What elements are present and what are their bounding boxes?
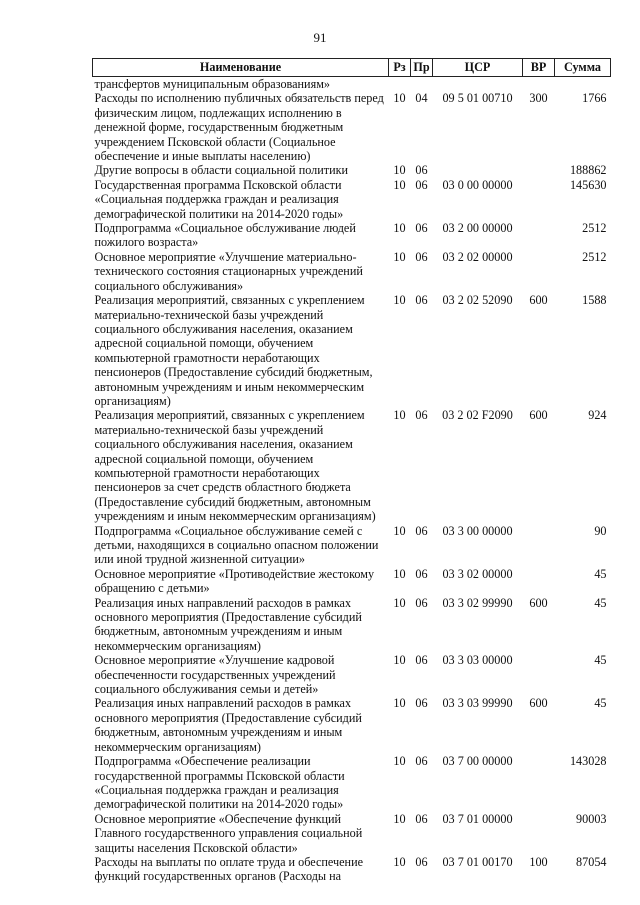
cell-sum: 1766 xyxy=(582,91,607,106)
header-vr: ВР xyxy=(523,59,555,77)
cell-rz: 10 xyxy=(393,854,406,869)
cell-csr: 03 7 01 00170 xyxy=(442,854,513,869)
cell-csr: 03 3 03 00000 xyxy=(442,653,513,668)
cell-rz: 10 xyxy=(393,408,406,423)
cell-rz: 10 xyxy=(393,293,406,308)
cell-sum: 2512 xyxy=(582,249,607,264)
cell-csr xyxy=(433,163,523,177)
cell-pr: 06 xyxy=(415,177,428,192)
cell-csr: 03 2 00 00000 xyxy=(442,221,513,236)
page-number: 91 xyxy=(313,30,327,45)
cell-sum: 2512 xyxy=(582,221,607,236)
cell-name: Реализация иных направлений расходов в рамках основного мероприятия (Предоставление субсидий бюджетным, автономным учреждениям и иным некоммерческим организациям) xyxy=(94,696,362,754)
cell-vr xyxy=(523,754,555,812)
table-row xyxy=(93,178,611,221)
cell-rz: 10 xyxy=(393,177,406,192)
cell-vr xyxy=(523,77,555,92)
cell-rz: 10 xyxy=(393,696,406,711)
cell-rz: 10 xyxy=(393,91,406,106)
cell-pr: 06 xyxy=(415,408,428,423)
table-row xyxy=(93,696,611,754)
cell-sum: 87054 xyxy=(576,854,607,869)
cell-vr: 600 xyxy=(529,595,548,610)
cell-pr: 06 xyxy=(415,811,428,826)
cell-pr: 06 xyxy=(415,249,428,264)
cell-pr xyxy=(411,77,433,92)
cell-rz xyxy=(389,77,411,92)
cell-name: Основное мероприятие «Улучшение кадровой обеспеченности государственных учреждений социального обслуживания семьи и детей» xyxy=(94,653,336,697)
cell-rz: 10 xyxy=(393,566,406,581)
header-name: Наименование xyxy=(93,59,389,77)
cell-pr: 06 xyxy=(415,754,428,769)
cell-csr: 03 2 02 F2090 xyxy=(442,408,513,423)
cell-csr: 09 5 01 00710 xyxy=(442,91,513,106)
cell-rz: 10 xyxy=(393,523,406,538)
table-row xyxy=(93,754,611,812)
cell-rz: 10 xyxy=(393,595,406,610)
cell-csr: 03 3 03 99990 xyxy=(442,696,513,711)
cell-sum: 45 xyxy=(594,653,607,668)
cell-rz: 10 xyxy=(393,249,406,264)
cell-name: Подпрограмма «Социальное обслуживание семей с детьми, находящихся в социально опасном положении или иной трудной жизненной ситуации» xyxy=(94,523,379,567)
cell-sum: 45 xyxy=(594,696,607,711)
table-row xyxy=(93,524,611,567)
cell-vr: 600 xyxy=(529,293,548,308)
cell-name: Реализация иных направлений расходов в рамках основного мероприятия (Предоставление субсидий бюджетным, автономным учреждениям и иным некоммерческим организациям) xyxy=(94,595,362,653)
cell-name: Реализация мероприятий, связанных с укреплением материально-технической базы учреждений социального обслуживания населения, оказанием адресной социальной помощи, обучением компьютерной грамотности неработающих пенсионеров за счет средств областного бюджета (Предоставление субсидий бюджетным, автономным учреждениям и иным некоммерческим организациям) xyxy=(94,408,376,524)
cell-pr: 06 xyxy=(415,854,428,869)
cell-name: Расходы на выплаты по оплате труда и обеспечение функций государственных органов (Расходы на xyxy=(94,854,363,884)
table-row xyxy=(93,408,611,523)
cell-vr xyxy=(523,653,555,696)
cell-csr: 03 2 02 00000 xyxy=(442,249,513,264)
cell-vr xyxy=(523,178,555,221)
cell-csr: 03 3 02 00000 xyxy=(442,566,513,581)
cell-rz: 10 xyxy=(393,653,406,668)
cell-rz: 10 xyxy=(393,221,406,236)
cell-name: Основное мероприятие «Противодействие жестокому обращению с детьми» xyxy=(94,566,375,596)
table-row xyxy=(93,293,611,408)
cell-pr: 06 xyxy=(415,595,428,610)
header-csr: ЦСР xyxy=(433,59,523,77)
cell-sum: 145630 xyxy=(569,177,607,192)
cell-sum: 188862 xyxy=(569,163,607,178)
cell-rz: 10 xyxy=(393,754,406,769)
cell-sum: 143028 xyxy=(569,754,607,769)
cell-name: Подпрограмма «Социальное обслуживание людей пожилого возраста» xyxy=(94,221,356,250)
header-pr: Пр xyxy=(411,59,433,77)
cell-vr xyxy=(523,524,555,567)
table-row xyxy=(93,221,611,250)
cell-name: Основное мероприятие «Улучшение материально-технического состояния стационарных учреждений социального обслуживания» xyxy=(94,249,363,293)
cell-sum xyxy=(555,77,611,92)
table-row xyxy=(93,77,611,92)
cell-vr: 600 xyxy=(529,408,548,423)
cell-vr xyxy=(523,221,555,250)
cell-pr: 06 xyxy=(415,566,428,581)
header-sum: Сумма xyxy=(555,59,611,77)
cell-sum: 45 xyxy=(594,595,607,610)
cell-vr xyxy=(523,163,555,177)
cell-vr: 100 xyxy=(529,854,548,869)
cell-name: трансфертов муниципальным образованиям» xyxy=(94,77,330,91)
cell-sum: 924 xyxy=(588,408,607,423)
cell-csr: 03 3 02 99990 xyxy=(442,595,513,610)
cell-pr: 06 xyxy=(415,523,428,538)
table-row xyxy=(93,250,611,293)
cell-vr xyxy=(523,250,555,293)
cell-name: Другие вопросы в области социальной политики xyxy=(94,163,349,178)
cell-sum: 45 xyxy=(594,566,607,581)
table-row xyxy=(93,91,611,163)
cell-rz: 10 xyxy=(393,163,406,178)
table-row xyxy=(93,855,611,884)
cell-sum: 90 xyxy=(594,523,607,538)
table-header-row xyxy=(93,59,611,77)
cell-pr: 06 xyxy=(415,293,428,308)
table-row xyxy=(93,163,611,177)
cell-vr: 300 xyxy=(529,91,548,106)
cell-vr: 600 xyxy=(529,696,548,711)
budget-table xyxy=(92,58,611,884)
cell-pr: 06 xyxy=(415,221,428,236)
cell-vr xyxy=(523,567,555,596)
header-rz: Рз xyxy=(389,59,411,77)
cell-csr: 03 0 00 00000 xyxy=(442,177,513,192)
cell-sum: 1588 xyxy=(582,293,607,308)
cell-csr: 03 7 01 00000 xyxy=(442,811,513,826)
cell-name: Расходы по исполнению публичных обязательств перед физическим лицом, подлежащих исполнению в денежной форме, государственным бюджетным учреждением Псковской области (Социальное обеспечение и иные выплаты населению) xyxy=(94,91,384,164)
cell-name: Основное мероприятие «Обеспечение функций Главного государственного управления социальной защиты населения Псковской области» xyxy=(94,811,363,855)
cell-csr: 03 7 00 00000 xyxy=(442,754,513,769)
cell-pr: 04 xyxy=(415,91,428,106)
cell-pr: 06 xyxy=(415,163,428,178)
cell-rz: 10 xyxy=(393,811,406,826)
table-row xyxy=(93,812,611,855)
cell-name: Государственная программа Псковской области «Социальная поддержка граждан и реализация демографической политики на 2014-2020 годы» xyxy=(94,177,344,221)
cell-csr xyxy=(433,77,523,92)
cell-sum: 90003 xyxy=(576,811,607,826)
cell-csr: 03 3 00 00000 xyxy=(442,523,513,538)
table-row xyxy=(93,567,611,596)
table-row xyxy=(93,653,611,696)
cell-csr: 03 2 02 52090 xyxy=(442,293,513,308)
cell-pr: 06 xyxy=(415,653,428,668)
table-row xyxy=(93,596,611,654)
table-body xyxy=(93,77,611,884)
cell-pr: 06 xyxy=(415,696,428,711)
cell-name: Подпрограмма «Обеспечение реализации государственной программы Псковской области «Социальная поддержка граждан и реализация демографической политики на 2014-2020 годы» xyxy=(94,754,345,812)
cell-vr xyxy=(523,812,555,855)
cell-name: Реализация мероприятий, связанных с укреплением материально-технической базы учреждений социального обслуживания населения, оказанием адресной социальной помощи, обучением компьютерной грамотности неработающих пенсионеров (Предоставление субсидий бюджетным, автономным учреждениям и иным некоммерческим организациям) xyxy=(94,293,373,408)
